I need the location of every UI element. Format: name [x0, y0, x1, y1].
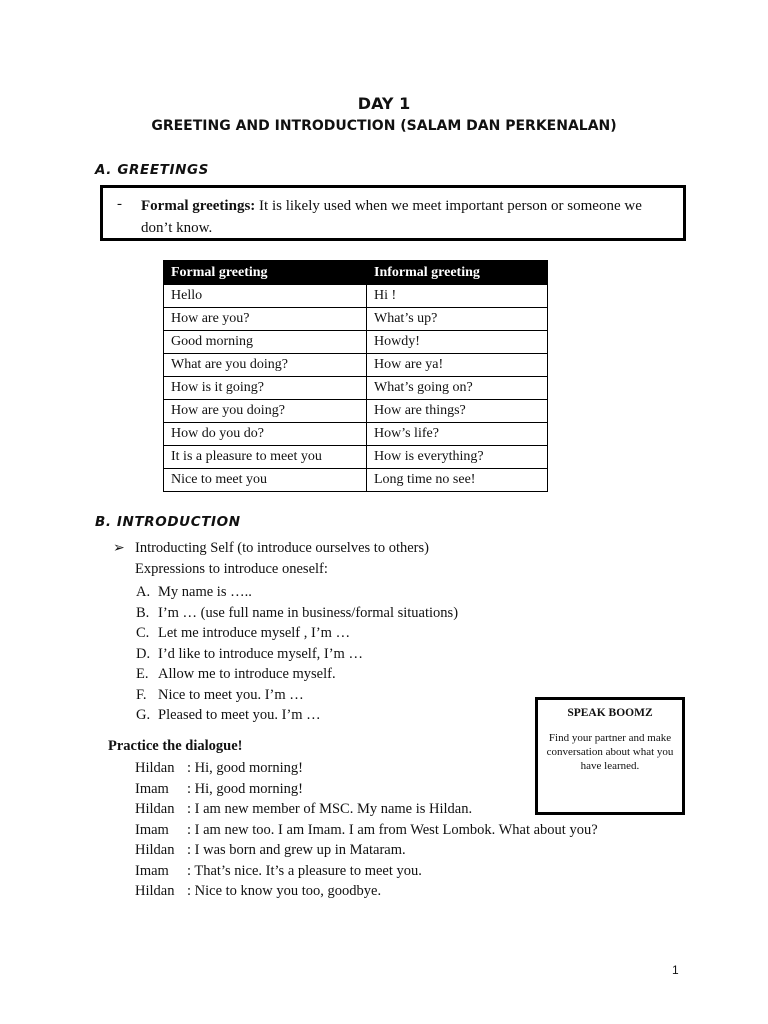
- list-letter: G.: [136, 707, 151, 723]
- table-cell: Hello: [164, 285, 367, 308]
- table-cell: Hi !: [367, 285, 548, 308]
- list-letter: B.: [136, 604, 150, 621]
- table-cell: It is a pleasure to meet you: [164, 446, 367, 469]
- table-row: [164, 400, 548, 423]
- list-item: [136, 623, 458, 644]
- speaker-name: Hildan: [135, 883, 175, 899]
- section-b-heading: B. INTRODUCTION: [95, 514, 241, 530]
- dialogue-line: [135, 758, 598, 779]
- table-row: [164, 423, 548, 446]
- dialogue-text: : I am new too. I am Imam. I am from West Lombok. What about you?: [187, 821, 598, 838]
- dialogue-text: : That’s nice. It’s a pleasure to meet you.: [187, 862, 422, 879]
- speaker-name: Imam: [135, 862, 169, 879]
- list-letter: D.: [136, 645, 151, 662]
- dialogue-line: [135, 799, 598, 820]
- column-header: Informal greeting: [367, 261, 548, 285]
- table-row: [164, 354, 548, 377]
- list-item: [136, 664, 458, 685]
- practice-heading: Practice the dialogue!: [108, 738, 243, 754]
- table-header-row: [164, 261, 548, 285]
- speaker-name: Hildan: [135, 801, 175, 817]
- table-cell: How are things?: [367, 400, 548, 423]
- dialogue-text: : Hi, good morning!: [187, 780, 303, 797]
- list-letter: E.: [136, 666, 149, 682]
- table-cell: Good morning: [164, 331, 367, 354]
- table-cell: How are you doing?: [164, 400, 367, 423]
- formal-greetings-label: Formal greetings:: [141, 198, 256, 214]
- dialogue-text: : I was born and grew up in Mataram.: [187, 842, 406, 858]
- table-row: [164, 446, 548, 469]
- speak-box-title: SPEAK BOOMZ: [567, 707, 653, 719]
- list-text: Allow me to introduce myself.: [158, 666, 336, 682]
- dialogue-list: [135, 758, 598, 902]
- table-row: [164, 377, 548, 400]
- arrow-bullet-icon: ➢: [113, 541, 125, 556]
- dialogue-line: [135, 881, 598, 902]
- greeting-table: [163, 260, 548, 492]
- list-text: Let me introduce myself , I’m …: [158, 625, 351, 641]
- dialogue-line: [135, 820, 598, 841]
- table-cell: How’s life?: [367, 423, 548, 446]
- table-cell: Long time no see!: [367, 469, 548, 492]
- dash-bullet: -: [117, 196, 122, 212]
- list-text: My name is …..: [158, 584, 252, 600]
- table-cell: How are ya!: [367, 354, 548, 377]
- list-letter: C.: [136, 625, 150, 641]
- table-row: [164, 285, 548, 308]
- formal-greetings-description: It is likely used when we meet important person or someone we don’t know.: [141, 198, 642, 236]
- table-row: [164, 308, 548, 331]
- list-text: I’m … (use full name in business/formal situations): [158, 604, 459, 621]
- list-item: [136, 603, 458, 624]
- page-number: 1: [672, 963, 679, 977]
- page-title: DAY 1: [357, 94, 411, 113]
- dialogue-line: [135, 840, 598, 861]
- table-cell: What are you doing?: [164, 354, 367, 377]
- table-cell: How is it going?: [164, 377, 367, 400]
- expressions-label: Expressions to introduce oneself:: [135, 561, 328, 577]
- list-item: [136, 705, 458, 726]
- section-a-heading: A. GREETINGS: [95, 162, 209, 178]
- table-row: [164, 331, 548, 354]
- list-letter: A.: [136, 584, 151, 600]
- table-cell: How is everything?: [367, 446, 548, 469]
- expressions-list: [136, 582, 458, 726]
- list-item: [136, 685, 458, 706]
- intro-heading: Introducting Self (to introduce ourselves to others): [135, 540, 429, 556]
- dialogue-text: : I am new member of MSC. My name is Hildan.: [187, 801, 473, 817]
- dialogue-text: : Hi, good morning!: [187, 760, 303, 776]
- dialogue-line: [135, 779, 598, 800]
- speaker-name: Imam: [135, 780, 169, 797]
- list-text: I’d like to introduce myself, I’m …: [158, 645, 363, 662]
- page-subtitle: GREETING AND INTRODUCTION (SALAM DAN PERKENALAN): [151, 118, 617, 134]
- table-cell: Nice to meet you: [164, 469, 367, 492]
- list-item: [136, 644, 458, 665]
- formal-greetings-text: [141, 195, 671, 239]
- speaker-name: Imam: [135, 821, 169, 838]
- dialogue-line: [135, 861, 598, 882]
- table-cell: What’s going on?: [367, 377, 548, 400]
- formal-greetings-box: [100, 185, 686, 241]
- speaker-name: Hildan: [135, 760, 175, 776]
- speak-box-text: Find your partner and make conversation about what you have learned.: [546, 732, 674, 772]
- list-item: [136, 582, 458, 603]
- table-cell: How do you do?: [164, 423, 367, 446]
- list-text: Nice to meet you. I’m …: [158, 686, 304, 703]
- column-header: Formal greeting: [164, 261, 367, 285]
- list-letter: F.: [136, 686, 147, 703]
- list-text: Pleased to meet you. I’m …: [158, 707, 321, 723]
- table-cell: How are you?: [164, 308, 367, 331]
- dialogue-text: : Nice to know you too, goodbye.: [187, 883, 382, 899]
- speaker-name: Hildan: [135, 842, 175, 858]
- table-cell: Howdy!: [367, 331, 548, 354]
- table-row: [164, 469, 548, 492]
- table-cell: What’s up?: [367, 308, 548, 331]
